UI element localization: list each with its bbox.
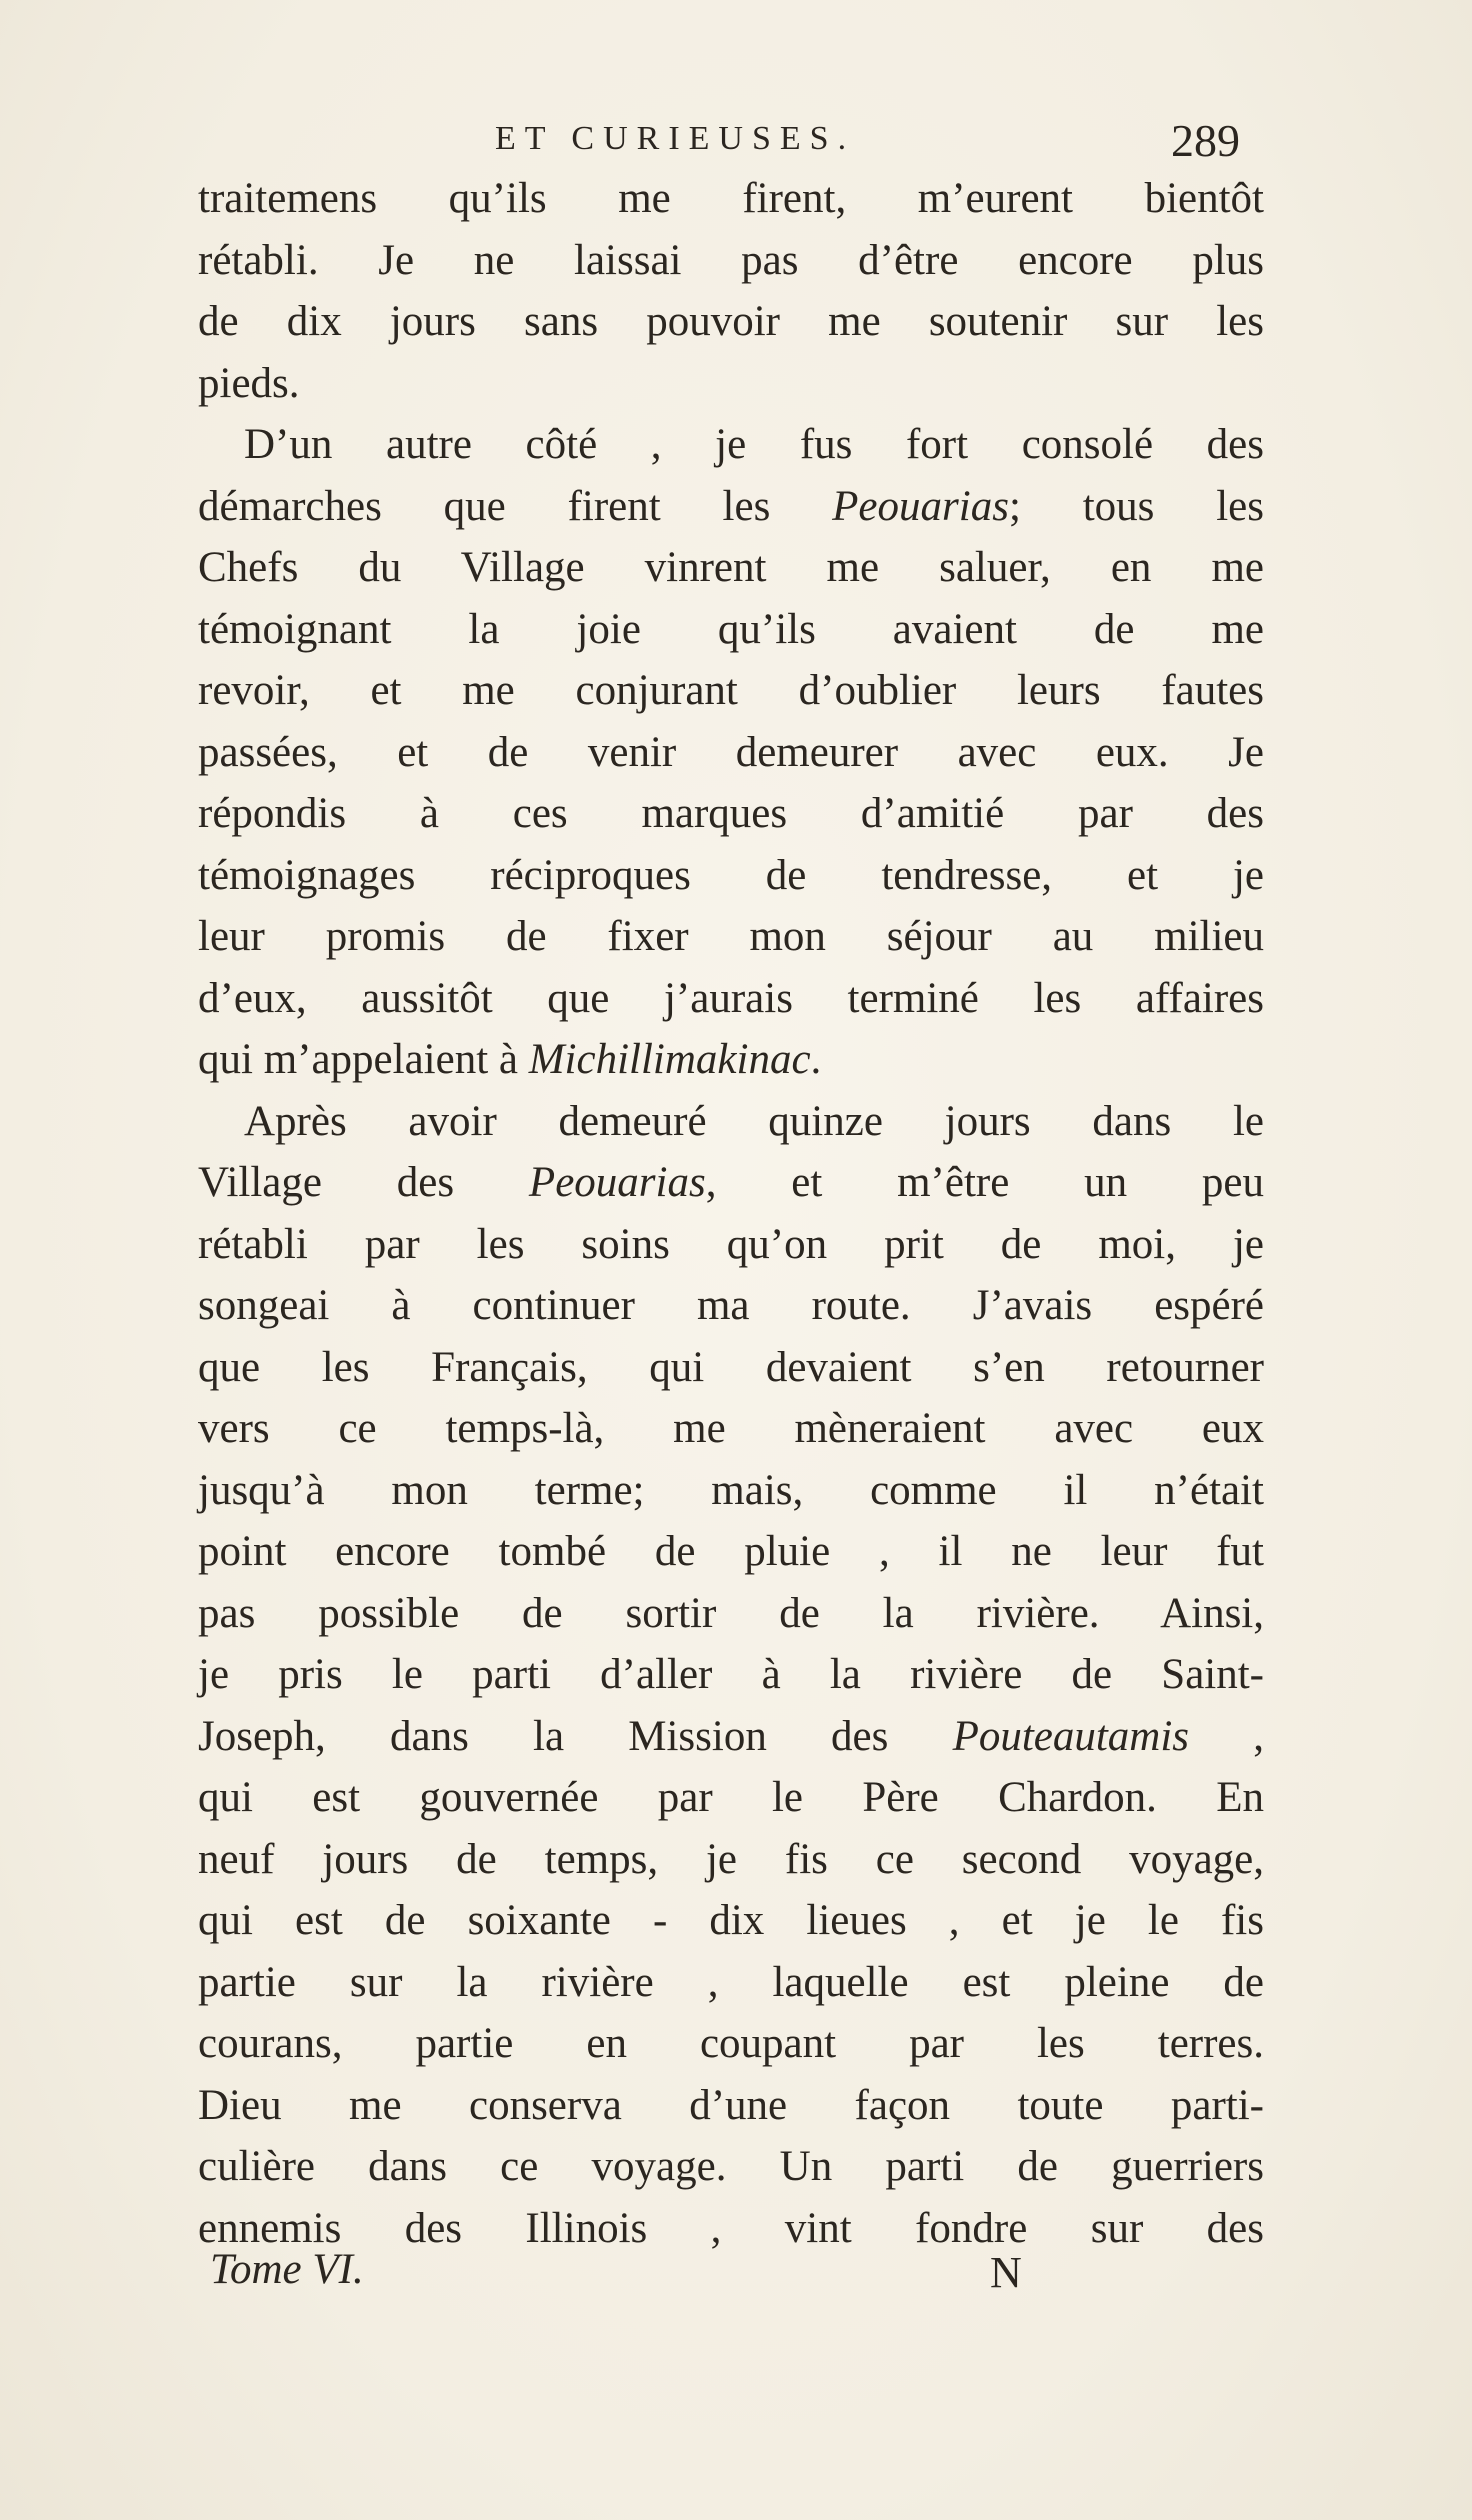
text-line: culière dans ce voyage. Un parti de guerriers bbox=[198, 2143, 1264, 2190]
text-line: revoir, et me conjurant d’oublier leurs fautes bbox=[198, 667, 1264, 714]
running-head: ET CURIEUSES. bbox=[495, 120, 856, 157]
text-line: répondis à ces marques d’amitié par des bbox=[198, 790, 1264, 837]
italic-name: Peouarias bbox=[528, 1159, 706, 1206]
text-line: Après avoir demeuré quinze jours dans le bbox=[244, 1097, 1264, 1145]
text-line: neuf jours de temps, je fis ce second voyage, bbox=[198, 1835, 1264, 1883]
text-line: pas possible de sortir de la rivière. Ainsi, bbox=[198, 1589, 1264, 1637]
text-line: que les Français, qui devaient s’en retourner bbox=[198, 1343, 1264, 1391]
text-line: Joseph, dans la Mission des Pouteautamis , bbox=[198, 1712, 1264, 1760]
italic-name: Pouteautamis bbox=[952, 1712, 1190, 1760]
text-line: leur promis de fixer mon séjour au milieu bbox=[198, 913, 1264, 960]
text-line: Dieu me conserva d’une façon toute parti- bbox=[198, 2081, 1264, 2129]
page-number: 289 bbox=[1171, 115, 1240, 166]
body-text bbox=[198, 168, 1264, 2259]
page-footer bbox=[210, 2245, 1210, 2305]
signature-mark: N bbox=[990, 2248, 1022, 2297]
text-line: je pris le parti d’aller à la rivière de Saint- bbox=[198, 1651, 1264, 1698]
text-line: ennemis des Illinois , vint fondre sur des bbox=[198, 2204, 1264, 2252]
text-line: démarches que firent les Peouarias; tous les bbox=[198, 482, 1264, 530]
text-line: Chefs du Village vinrent me saluer, en me bbox=[198, 544, 1264, 591]
text-line: témoignages réciproques de tendresse, et je bbox=[198, 851, 1264, 899]
text-line: qui m’appelaient à Michillimakinac. bbox=[198, 1036, 822, 1083]
text-line: jusqu’à mon terme; mais, comme il n’était bbox=[198, 1466, 1264, 1514]
text-line: témoignant la joie qu’ils avaient de me bbox=[198, 605, 1264, 653]
text-line: pieds. bbox=[198, 359, 300, 407]
text-line: d’eux, aussitôt que j’aurais terminé les affaires bbox=[198, 974, 1264, 1022]
text-line: qui est gouvernée par le Père Chardon. En bbox=[198, 1774, 1264, 1821]
text-line: courans, partie en coupant par les terres. bbox=[198, 2020, 1264, 2067]
text-line: traitemens qu’ils me firent, m’eurent bientôt bbox=[198, 175, 1264, 222]
text-line: Village des Peouarias, et m’être un peu bbox=[198, 1159, 1264, 1206]
text-line: D’un autre côté , je fus fort consolé des bbox=[244, 421, 1264, 468]
page-header bbox=[200, 112, 1260, 172]
text-line: qui est de soixante - dix lieues , et je le fis bbox=[198, 1897, 1264, 1944]
text-line: rétabli. Je ne laissai pas d’être encore plus bbox=[198, 236, 1264, 284]
text-line: passées, et de venir demeurer avec eux. Je bbox=[198, 728, 1264, 776]
volume-label: Tome VI. bbox=[210, 2246, 364, 2293]
text-line: rétabli par les soins qu’on prit de moi, je bbox=[198, 1220, 1264, 1268]
text-line: vers ce temps-là, me mèneraient avec eux bbox=[198, 1405, 1264, 1452]
text-line: partie sur la rivière , laquelle est pleine de bbox=[198, 1958, 1264, 2006]
text-line: songeai à continuer ma route. J’avais espéré bbox=[198, 1282, 1264, 1329]
italic-name: Michillimakinac bbox=[528, 1036, 811, 1083]
text-line: de dix jours sans pouvoir me soutenir sur les bbox=[198, 298, 1264, 345]
italic-name: Peouarias bbox=[832, 482, 1009, 530]
text-line: point encore tombé de pluie , il ne leur fut bbox=[198, 1528, 1264, 1575]
